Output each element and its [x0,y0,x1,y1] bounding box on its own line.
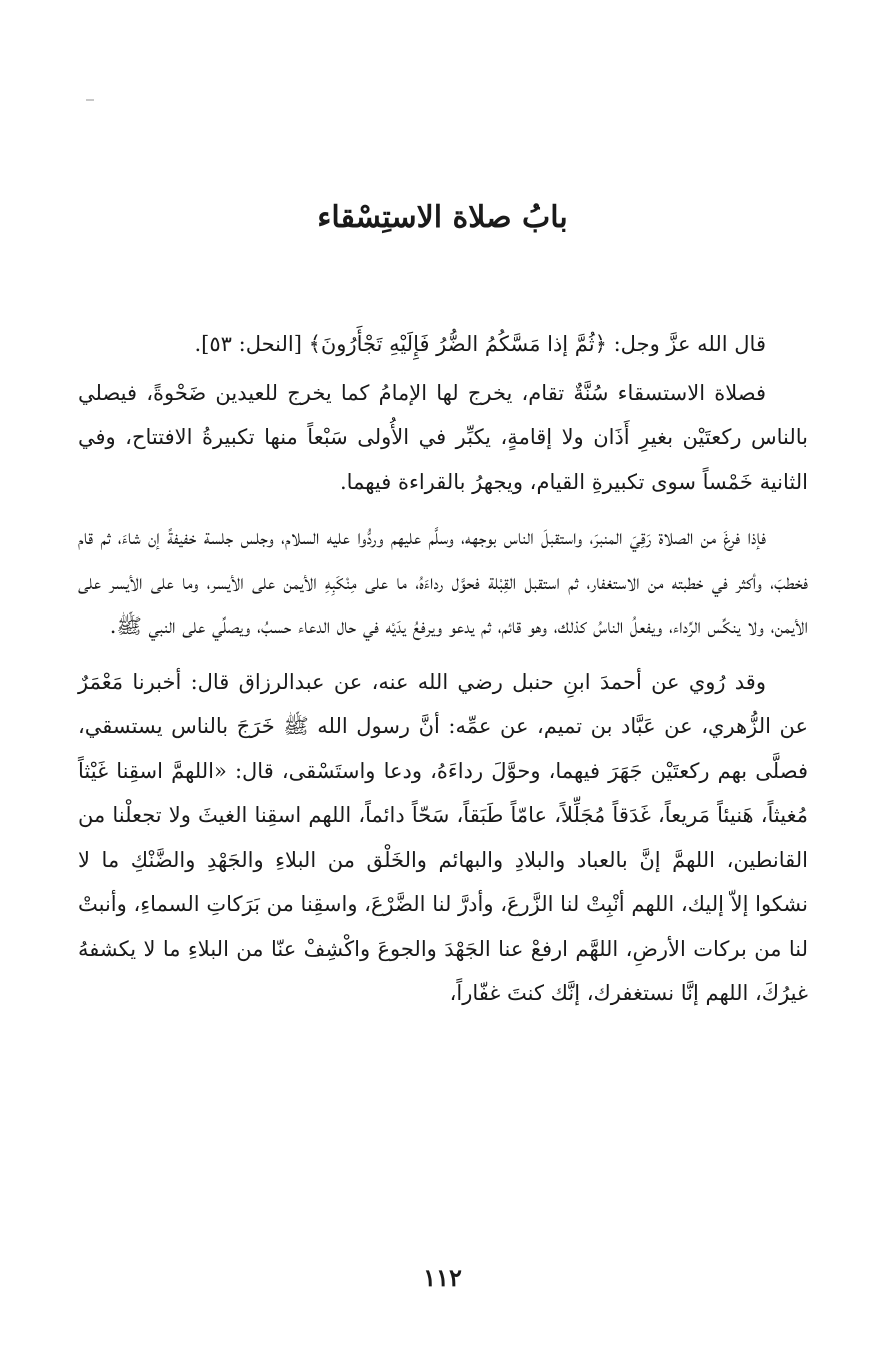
scan-speck [86,99,94,101]
paragraph-hadith: وقد رُوي عن أحمدَ ابنِ حنبل رضي الله عنه، عن عبدالرزاق قال: أخبرنا مَعْمَرٌ عن الزُّهري، عن عَبَّاد بن تميم، عن عمِّه: أنَّ رسول الله ﷺ خَرَجَ بالناس يستسقي، فصلَّى بهم ركعتَيْن جَهَرَ فيهما، وحوَّلَ رداءَهُ، ودعا واستَسْقى، قال: «اللهمَّ اسقِنا غَيْثاً مُغيثاً، هَنيئاً مَريعاً، غَدَقاً مُجَلِّلاً، عامّاً طَبَقاً، سَحّاً دائماً، اللهم اسقِنا الغيثَ ولا تجعلْنا من القانطين، اللهمَّ إنَّ بالعباد والبلادِ والبهائم والخَلْق من البلاءِ والجَهْدِ والضَّنْكِ ما لا نشكوا إلاّ إليك، اللهم أنْبِتْ لنا الزَّرعَ، وأدرَّ لنا الضَّرْعَ، واسقِنا من بَرَكاتِ السماءِ، وأنبتْ لنا من بركات الأرضِ، اللهَّم ارفعْ عنا الجَهْدَ والجوعَ واكْشِفْ عنّا من البلاءِ ما لا يكشفهُ غيرُكَ، اللهم إنَّا نستغفرك، إنَّك كنتَ غفّاراً، [78,669,808,1005]
main-text [78,322,808,1027]
paragraph-prayer-description: فصلاة الاستسقاء سُنَّةٌ تقام، يخرج لها الإمامُ كما يخرج للعيدين ضَحْوةً، فيصلي بالناس ركعتَيْن بغيرِ أَذَان ولا إقامةٍ، يكبِّر في الأُولى سَبْعاً منها تكبيرةُ الافتتاح، وفي الثانية خَمْساً سوى تكبيرةِ القيام، ويجهرُ بالقراءة فيهما. [78,380,808,494]
chapter-title: بابُ صلاة الاستِسْقاء [317,200,568,235]
paragraph-sermon: فإذا فرغَ من الصلاة رَقِيَ المنبرَ، واستقبلَ الناس بوجهه، وسلَّم عليهم وردُّوا عليه السلام، وجلس جلسة خفيفةً إن شاءَ، ثم قام فخطبَ، وأكثر في خطبته من الاستغفار، ثم استقبل القِبْلة فحوَّل رداءَهُ، ما على مِنْكَبِهِ الأيمن على الأيسر، وما على الأيسر على الأيمن، ولا ينكِّس الرِّداء، ويفعلُ الناسُ كذلك، وهو قائم، ثم يدعو ويرفعُ يدَيْه في حال الدعاء حسبُ، ويصلِّي على النبي ﷺ. [78,525,808,638]
quran-verse-paragraph: قال الله عزَّ وجل: ﴿ثُمَّ إذا مَسَّكُمُ الضُّرُ فَإِلَيْهِ تَجْأَرُونَ﴾ [النحل: ٥٣]. [194,332,766,356]
page-number: ١١٢ [423,1263,462,1292]
